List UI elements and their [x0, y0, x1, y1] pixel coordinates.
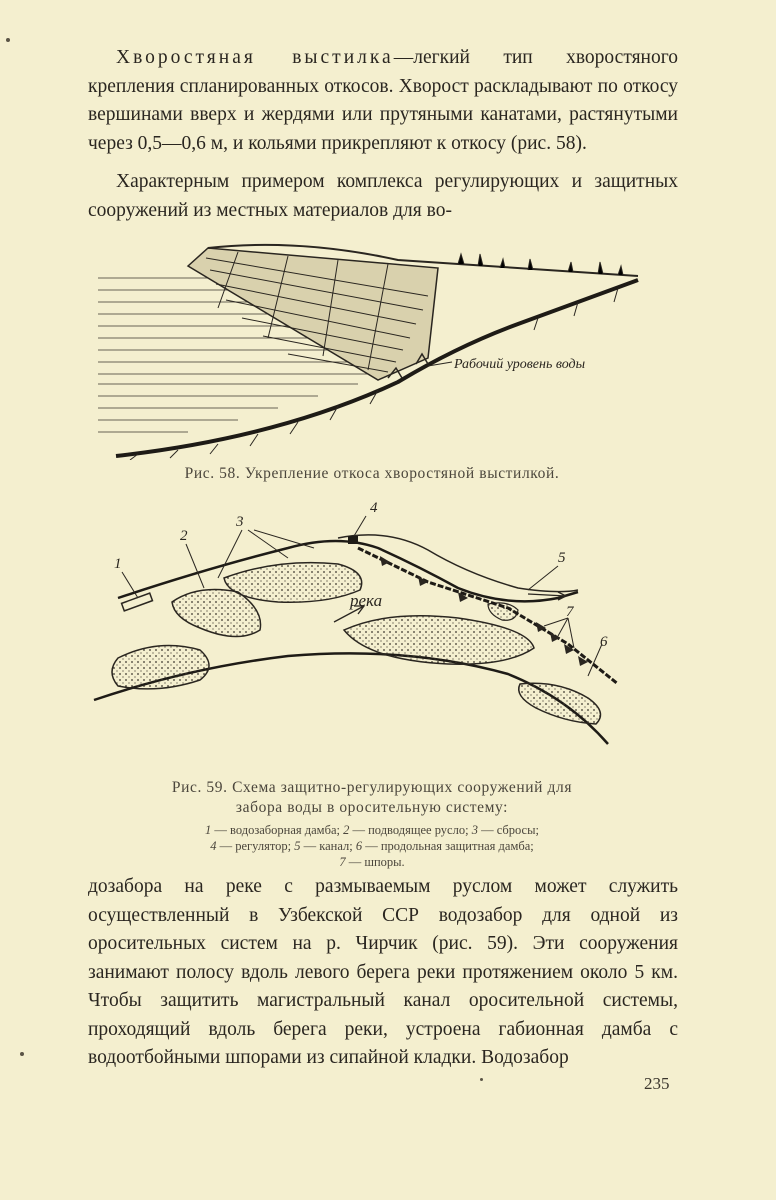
legend-num: 5	[294, 839, 301, 853]
paragraph-fascine-lining	[88, 44, 678, 158]
island-2	[224, 563, 362, 603]
figure-58-fascine-slope	[98, 238, 658, 460]
legend-text: — регулятор;	[219, 839, 292, 853]
figure-59-water-intake-scheme	[88, 498, 648, 768]
figure-58-caption: Рис. 58. Укрепление откоса хворостяной выстилкой.	[184, 465, 560, 482]
figure-59-caption-line-2: забора воды в оросительную систему:	[235, 799, 509, 816]
river-label: река	[350, 591, 383, 610]
legend-text: — водозаборная дамба;	[214, 823, 340, 837]
label-4: 4	[370, 500, 378, 516]
figure-59-caption-line-1: Рис. 59. Схема защитно-регулирующих сооружений для	[171, 779, 573, 796]
term-fascine-lining: Хворостяная выстилка	[116, 47, 394, 68]
figure-59-caption	[98, 778, 646, 818]
legend-num: 6	[355, 839, 363, 853]
page-number: 235	[644, 1074, 670, 1093]
island-5	[519, 683, 601, 724]
regulator	[348, 536, 358, 544]
label-7: 7	[566, 604, 574, 620]
working-water-level-label: Рабочий уровень воды	[454, 357, 586, 372]
island-3	[344, 616, 534, 664]
legend-text: — сбросы;	[481, 823, 539, 837]
label-2: 2	[180, 528, 188, 544]
legend-text: — продольная защитная дамба;	[365, 839, 534, 853]
legend-num: 7	[339, 855, 346, 869]
legend-text: — подводящее русло;	[352, 823, 469, 837]
grass-tufts	[458, 254, 623, 275]
paragraph-fascine-lining-text: —легкий тип хворостяного крепления спланированных откосов. Хворост раскладывают по откосу вершинами вверх и жердями или прутяными канатами, растянутыми через 0,5—0,6 м, и кольями прикрепляют к откосу (рис. 58).	[88, 47, 678, 154]
legend-text: — шпоры.	[348, 855, 405, 869]
legend-num: 4	[210, 839, 217, 853]
legend-num: 3	[471, 823, 478, 837]
legend-line-2	[98, 838, 646, 854]
figure-59-legend	[98, 822, 646, 870]
legend-line-3	[98, 854, 646, 870]
canal	[338, 535, 578, 592]
label-3: 3	[236, 514, 244, 530]
legend-text: — канал;	[303, 839, 353, 853]
legend-line-1	[98, 822, 646, 838]
island-4	[112, 646, 209, 689]
paragraph-example-intro: Характерным примером комплекса регулирующих и защитных сооружений из местных материалов для во-	[88, 171, 678, 221]
label-1: 1	[114, 556, 122, 572]
legend-num: 2	[343, 823, 350, 837]
label-6: 6	[600, 634, 608, 650]
legend-num: 1	[205, 823, 212, 837]
paragraph-chirchik-intake: дозабора на реке с размываемым руслом может служить осуществленный в Узбекской ССР водозабор для одной из оросительных систем на р. Чирчик (рис. 59). Эти сооружения занимают полосу вдоль левого берега реки протяжением около 5 км. Чтобы защитить магистральный канал оросительной системы, проходящий вдоль берега реки, устроена габионная дамба с водоотбойными шпорами из сипайной кладки. Водозабор	[88, 876, 678, 1068]
print-speck	[6, 38, 10, 42]
print-speck	[20, 1052, 24, 1056]
label-5: 5	[558, 550, 566, 566]
print-speck	[480, 1078, 483, 1081]
